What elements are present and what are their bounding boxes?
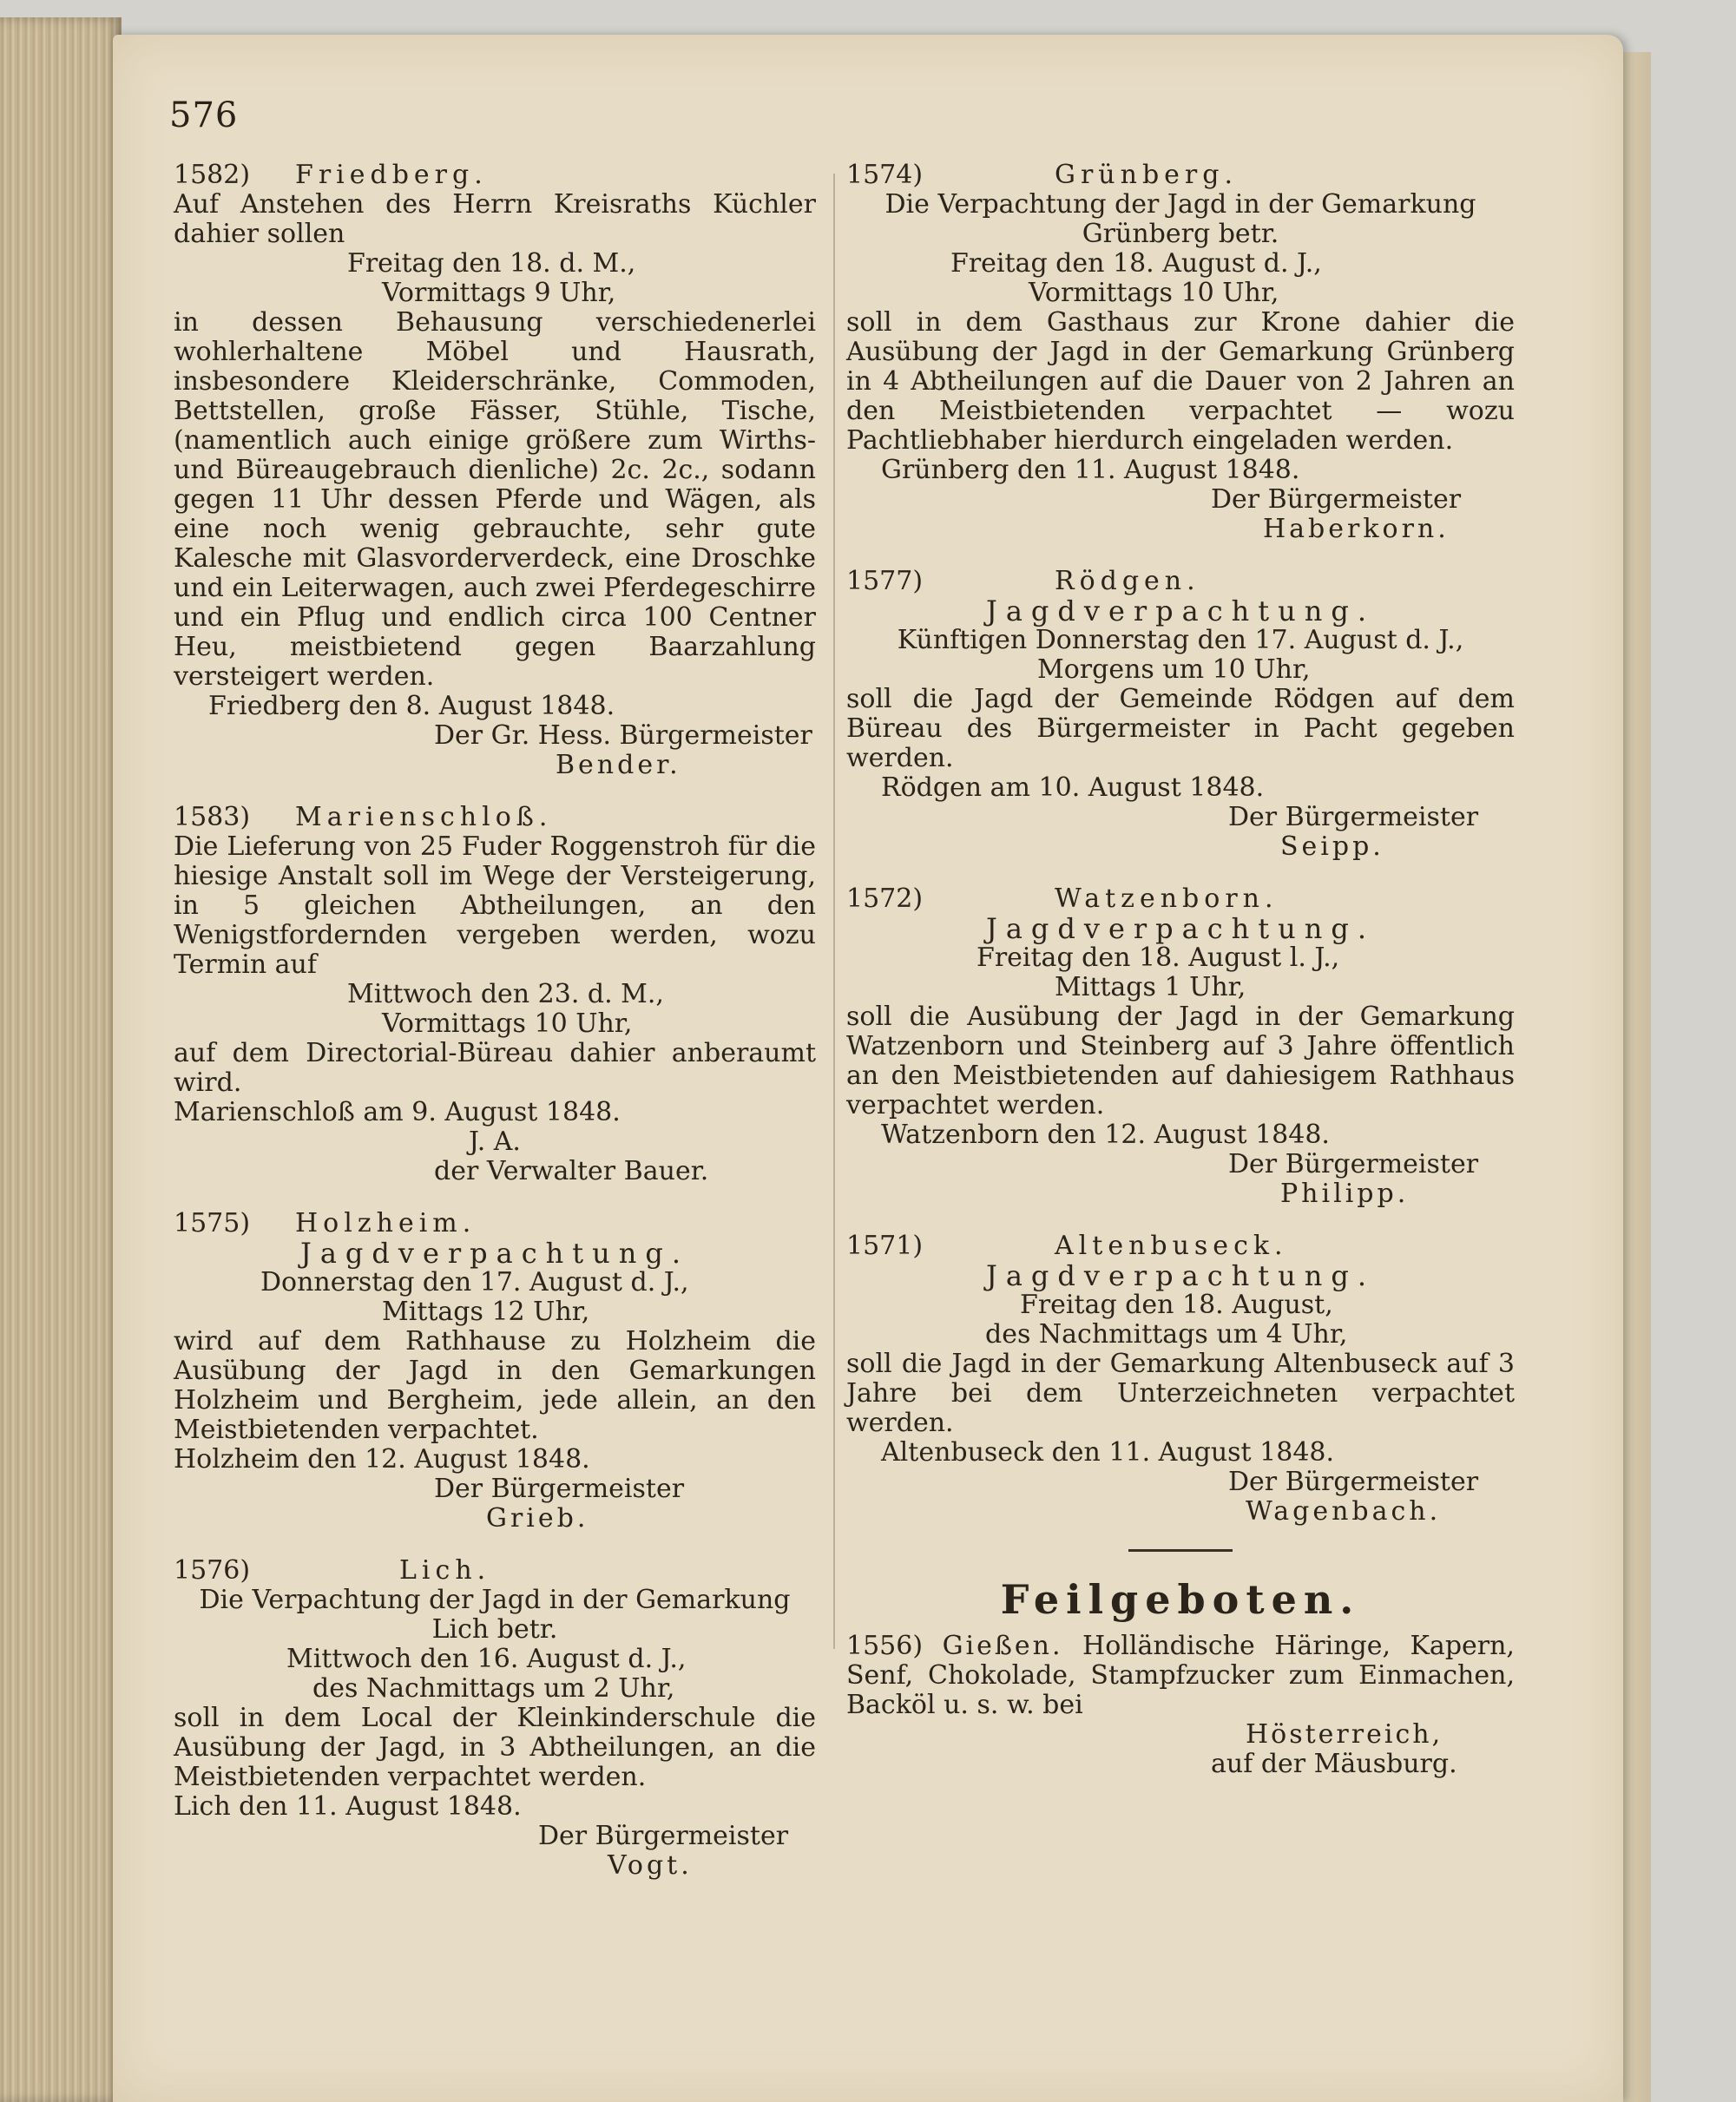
- notice-place: Marienschloß.: [295, 802, 553, 832]
- section-divider: [1128, 1549, 1233, 1552]
- notice-1574: [846, 161, 1515, 544]
- notice-1556: [846, 1632, 1515, 1779]
- book-page-edges: [0, 17, 122, 2102]
- notice-place: Friedberg.: [295, 160, 488, 190]
- notice-number: 1556): [846, 1631, 924, 1661]
- notice-1572: [846, 884, 1515, 1209]
- notice-time: des Nachmittags um 2 Uhr,: [312, 1673, 675, 1704]
- notice-number: 1583): [174, 802, 251, 832]
- notice-signatory-title: Der Bürgermeister: [1211, 484, 1462, 515]
- right-column: [846, 161, 1515, 1802]
- notice-time: Vormittags 9 Uhr,: [382, 278, 616, 308]
- notice-place: Altenbuseck.: [1055, 1231, 1288, 1261]
- notice-1582: [174, 161, 816, 780]
- notice-text: wird auf dem Rathhause zu Holzheim die Ausübung der Jagd in den Gemarkungen Holzheim und Bergheim, jede allein, an den Meistbietenden verpachtet.: [174, 1326, 816, 1445]
- notice-subject: Jagdverpachtung.: [985, 594, 1375, 627]
- notice-header: [846, 884, 1515, 914]
- notice-signatory-title: Der Bürgermeister: [1228, 1467, 1479, 1497]
- notice-signatory-name: Seipp.: [1280, 831, 1384, 862]
- notice-header: [846, 161, 1515, 190]
- merchant-name: Hösterreich,: [1246, 1719, 1443, 1750]
- notice-place: Grünberg.: [1055, 160, 1238, 190]
- notice-signatory-name: Philipp.: [1280, 1179, 1410, 1209]
- notice-signatory-name: Wagenbach.: [1246, 1496, 1442, 1527]
- notice-date: Freitag den 18. August d. J.,: [950, 248, 1322, 279]
- notice-1576: [174, 1556, 816, 1881]
- offer-items: Holländische Häringe, Kapern, Senf, Chokolade, Stampfzucker zum Einmachen, Backöl u. s. w. bei: [846, 1631, 1515, 1720]
- notice-date: Künftigen Donnerstag den 17. August d. J.,: [897, 625, 1464, 655]
- notice-subject: Die Verpachtung der Jagd in der Gemarkung Lich betr.: [199, 1585, 791, 1645]
- notice-text: soll in dem Gasthaus zur Krone dahier die Ausübung der Jagd in der Gemarkung Grünberg in 4 Abtheilungen auf die Dauer von 2 Jahren an den Meistbietenden verpachtet — wozu Pachtliebhaber hierdurch eingeladen werden.: [846, 307, 1515, 456]
- merchant-location: auf der Mäusburg.: [1211, 1749, 1457, 1779]
- notice-time: Vormittags 10 Uhr,: [382, 1008, 633, 1039]
- notice-dateline: Altenbuseck den 11. August 1848.: [881, 1437, 1335, 1468]
- notice-1583: [174, 803, 816, 1186]
- notice-text: Die Lieferung von 25 Fuder Roggenstroh für die hiesige Anstalt soll im Wege der Versteigerung, in 5 gleichen Abtheilungen, an den Wenigstfordernden vergeben werden, wozu Termin auf: [174, 831, 816, 980]
- notice-date: Freitag den 18. August,: [1020, 1290, 1333, 1320]
- notice-signatory-name: Bender.: [556, 750, 681, 780]
- notice-subject: Jagdverpachtung.: [985, 912, 1375, 945]
- notice-1571: [846, 1232, 1515, 1527]
- notice-signatory-title: Der Bürgermeister: [1228, 802, 1479, 832]
- notice-number: 1572): [846, 883, 924, 914]
- notice-place: Gießen.: [942, 1631, 1063, 1661]
- notice-number: 1582): [174, 160, 251, 190]
- notice-time: Vormittags 10 Uhr,: [1029, 278, 1279, 308]
- notice-subject: Jagdverpachtung.: [299, 1237, 689, 1270]
- notice-text: soll in dem Local der Kleinkinderschule die Ausübung der Jagd, in 3 Abtheilungen, an die Meistbietenden verpachtet werden.: [174, 1703, 816, 1792]
- notice-date: Mittwoch den 16. August d. J.,: [286, 1644, 687, 1674]
- notice-time: Mittags 1 Uhr,: [1055, 972, 1246, 1002]
- notice-signatory-title: Der Gr. Hess. Bürgermeister: [434, 720, 812, 751]
- notice-text: in dessen Behausung verschiedenerlei wohlerhaltene Möbel und Hausrath, insbesondere Kleiderschränke, Commoden, Bettstellen, große Fässer, Stühle, Tische, (namentlich auch einige größere zum Wirths- und Büreaugebrauch dienliche) 2c. 2c., sodann gegen 11 Uhr dessen Pferde und Wägen, als eine noch wenig gebrauchte, sehr gute Kalesche mit Glasvorderverdeck, eine Droschke und ein Leiterwagen, auch zwei Pferdegeschirre und ein Pflug und endlich circa 100 Centner Heu, meistbietend gegen Baarzahlung versteigert werden.: [174, 307, 817, 692]
- notice-signatory-name: Vogt.: [608, 1850, 693, 1881]
- notice-signatory-title: Der Bürgermeister: [1228, 1149, 1479, 1179]
- notice-text: soll die Jagd der Gemeinde Rödgen auf dem Büreau des Bürgermeister in Pacht gegeben werden.: [846, 684, 1515, 773]
- notice-header: [846, 567, 1515, 596]
- notice-dateline: Marienschloß am 9. August 1848.: [174, 1097, 621, 1127]
- notice-date: Donnerstag den 17. August d. J.,: [260, 1267, 689, 1297]
- notice-number: 1574): [846, 160, 924, 190]
- notice-text: soll die Jagd in der Gemarkung Altenbuseck auf 3 Jahre bei dem Unterzeichneten verpachtet werden.: [846, 1349, 1515, 1438]
- column-divider: [833, 174, 835, 1649]
- notice-dateline: Watzenborn den 12. August 1848.: [881, 1120, 1330, 1150]
- notice-place: Lich.: [399, 1555, 491, 1586]
- notice-number: 1571): [846, 1231, 924, 1261]
- notice-header: [846, 1232, 1515, 1261]
- notice-header: [174, 161, 816, 190]
- notice-time: des Nachmittags um 4 Uhr,: [985, 1319, 1348, 1350]
- notice-place: Watzenborn.: [1055, 883, 1279, 914]
- notice-place: Rödgen.: [1055, 566, 1200, 596]
- notice-header: [174, 1556, 816, 1586]
- notice-text: Auf Anstehen des Herrn Kreisraths Küchler dahier sollen: [174, 189, 816, 249]
- notice-dateline: Friedberg den 8. August 1848.: [208, 691, 615, 721]
- notice-signatory-title: Der Bürgermeister: [538, 1821, 789, 1851]
- notice-dateline: Holzheim den 12. August 1848.: [174, 1444, 590, 1475]
- notice-number: 1576): [174, 1555, 251, 1586]
- notice-date: Mittwoch den 23. d. M.,: [347, 979, 664, 1009]
- notice-text: auf dem Directorial-Büreau dahier anberaumt wird.: [174, 1038, 816, 1098]
- notice-time: Mittags 12 Uhr,: [382, 1297, 590, 1327]
- notice-date: Freitag den 18. d. M.,: [347, 248, 636, 279]
- notice-1577: [846, 567, 1515, 862]
- notice-dateline: Rödgen am 10. August 1848.: [881, 772, 1265, 803]
- notice-signatory-name: Haberkorn.: [1263, 514, 1450, 544]
- notice-1575: [174, 1209, 816, 1534]
- notice-signatory-title: Der Bürgermeister: [434, 1474, 685, 1504]
- notice-subject: Jagdverpachtung.: [985, 1259, 1375, 1292]
- notice-signatory-name: Grieb.: [486, 1503, 589, 1534]
- notice-dateline: Lich den 11. August 1848.: [174, 1791, 522, 1822]
- notice-signatory-title: J. A.: [469, 1127, 521, 1157]
- notice-time: Morgens um 10 Uhr,: [1037, 654, 1311, 685]
- notice-text: soll die Ausübung der Jagd in der Gemarkung Watzenborn und Steinberg auf 3 Jahre öffentlich an den Meistbietenden auf dahiesigem Rathhaus verpachtet werden.: [846, 1002, 1515, 1120]
- notice-signatory-name: der Verwalter Bauer.: [434, 1156, 709, 1186]
- notice-place: Holzheim.: [295, 1208, 477, 1238]
- notice-number: 1575): [174, 1208, 251, 1238]
- left-column: [174, 161, 816, 1903]
- notice-number: 1577): [846, 566, 924, 596]
- page-number: 576: [169, 95, 239, 135]
- offer-text: [846, 1632, 1515, 1720]
- section-title: Feilgeboten.: [1000, 1576, 1361, 1623]
- notice-subject: Die Verpachtung der Jagd in der Gemarkung Grünberg betr.: [884, 189, 1476, 249]
- notice-header: [174, 1209, 816, 1238]
- notice-dateline: Grünberg den 11. August 1848.: [881, 455, 1300, 485]
- notice-header: [174, 803, 816, 832]
- notice-date: Freitag den 18. August l. J.,: [976, 943, 1340, 973]
